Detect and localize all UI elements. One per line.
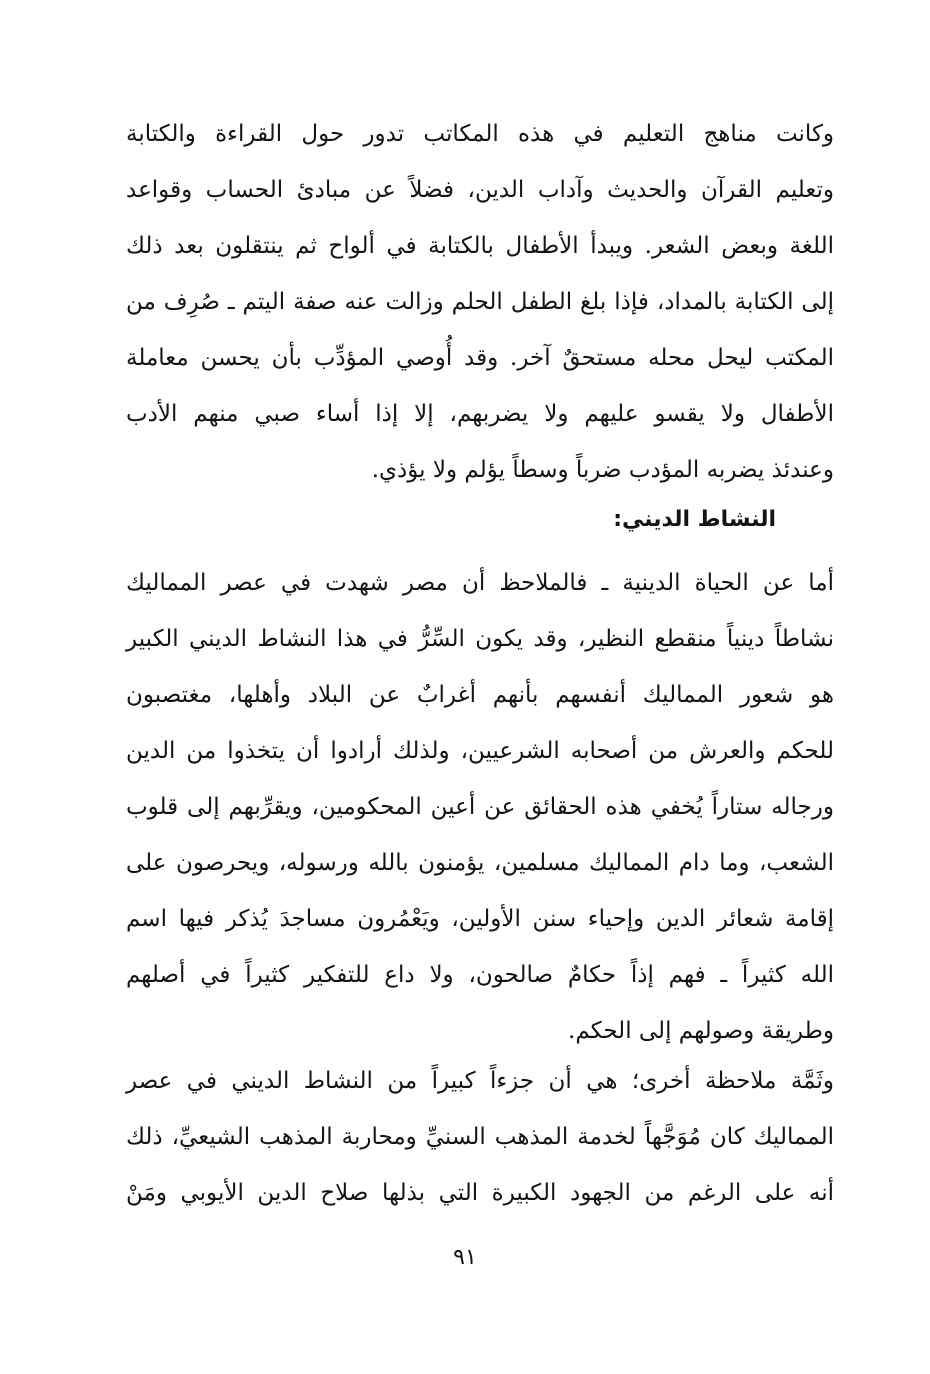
paragraph-sunni-focus	[126, 1053, 834, 1221]
text-line: للحكم والعرش من أصحابه الشرعيين، ولذلك أرادوا أن يتخذوا من الدين	[126, 738, 834, 764]
text-line: هو شعور المماليك أنفسهم بأنهم أغرابٌ عن البلاد وأهلها، مغتصبون	[126, 682, 834, 708]
text-line: وكانت مناهج التعليم في هذه المكاتب تدور حول القراءة والكتابة	[126, 121, 834, 147]
text-line: وطريقة وصولهم إلى الحكم.	[568, 1018, 834, 1044]
text-line: وثَمَّة ملاحظة أخرى؛ هي أن جزءاً كبيراً من النشاط الديني في عصر	[126, 1068, 834, 1094]
text-line: إقامة شعائر الدين وإحياء سنن الأولين، ويَعْمُرون مساجدَ يُذكر فيها اسم	[126, 906, 834, 932]
text-line: الأطفال ولا يقسو عليهم ولا يضربهم، إلا إذا أساء صبي منهم الأدب	[126, 401, 834, 427]
text-line: وتعليم القرآن والحديث وآداب الدين، فضلاً عن مبادئ الحساب وقواعد	[126, 177, 834, 203]
text-line: أما عن الحياة الدينية ـ فالملاحظ أن مصر شهدت في عصر المماليك	[126, 570, 834, 596]
text-line: إلى الكتابة بالمداد، فإذا بلغ الطفل الحلم وزالت عنه صفة اليتم ـ صُرِف من	[126, 289, 834, 315]
text-line: ورجاله ستاراً يُخفي هذه الحقائق عن أعين المحكومين، ويقرِّبهم إلى قلوب	[126, 794, 834, 820]
section-heading: النشاط الديني:	[613, 507, 776, 532]
text-line: المماليك كان مُوَجَّهاً لخدمة المذهب السنيِّ ومحاربة المذهب الشيعيِّ، ذلك	[126, 1124, 834, 1150]
page-number: ٩١	[453, 1245, 477, 1270]
text-line: نشاطاً دينياً منقطع النظير، وقد يكون السِّرُّ في هذا النشاط الديني الكبير	[126, 626, 834, 652]
text-line: اللغة وبعض الشعر. ويبدأ الأطفال بالكتابة في ألواح ثم ينتقلون بعد ذلك	[126, 233, 834, 259]
paragraph-religious-life	[126, 555, 834, 1059]
paragraph-education-curriculum	[126, 106, 834, 498]
text-line: وعندئذ يضربه المؤدب ضرباً وسطاً يؤلم ولا يؤذي.	[371, 457, 834, 483]
text-line: المكتب ليحل محله مستحقٌ آخر. وقد أُوصي المؤدِّب بأن يحسن معاملة	[126, 345, 834, 371]
text-line: أنه على الرغم من الجهود الكبيرة التي بذلها صلاح الدين الأيوبي ومَنْ	[126, 1180, 834, 1206]
text-line: الله كثيراً ـ فهم إذاً حكامٌ صالحون، ولا داع للتفكير كثيراً في أصلهم	[126, 962, 834, 988]
text-line: الشعب، وما دام المماليك مسلمين، يؤمنون بالله ورسوله، ويحرصون على	[126, 850, 834, 876]
